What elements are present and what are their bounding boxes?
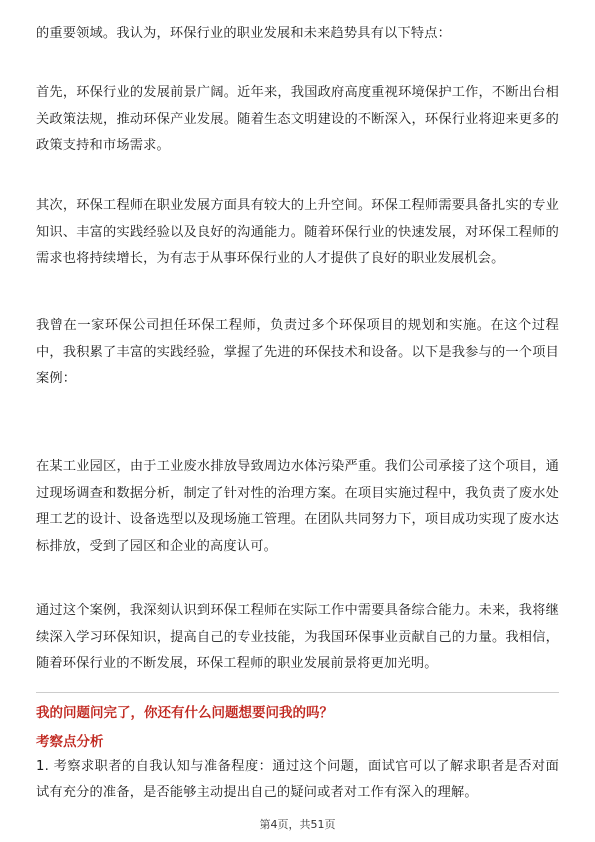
interview-question: 我的问题问完了，你还有什么问题想要问我的吗？ [36, 705, 333, 721]
paragraph-intro: 的重要领域。我认为，环保行业的职业发展和未来趋势具有以下特点： [36, 26, 452, 41]
paragraph-career-growth: 其次，环保工程师在职业发展方面具有较大的上升空间。环保工程师需要具备扎实的专业知识、丰富的实践经验以及良好的沟通能力。随着环保行业的快速发展，对环保工程师的需求也将持续增长，为有志于从事环保行业的人才提供了良好的职业发展机会。 [36, 198, 559, 266]
paragraph-conclusion: 通过这个案例，我深刻认识到环保工程师在实际工作中需要具备综合能力。未来，我将继续深入学习环保知识，提高自己的专业技能，为我国环保事业贡献自己的力量。我相信，随着环保行业的不断发展，环保工程师的职业发展前景将更加光明。 [36, 603, 559, 671]
section-title-analysis: 考察点分析 [36, 734, 104, 750]
section-divider [36, 692, 559, 693]
paragraph-project-case: 在某工业园区，由于工业废水排放导致周边水体污染严重。我们公司承接了这个项目，通过现场调查和数据分析，制定了针对性的治理方案。在项目实施过程中，我负责了废水处理工艺的设计、设备选型以及现场施工管理。在团队共同努力下，项目成功实现了废水达标排放，受到了园区和企业的高度认可。 [36, 459, 559, 554]
paragraph-outlook: 首先，环保行业的发展前景广阔。近年来，我国政府高度重视环境保护工作，不断出台相关政策法规，推动环保产业发展。随着生态文明建设的不断深入，环保行业将迎来更多的政策支持和市场需求。 [36, 85, 559, 153]
analysis-item: 1. 考察求职者的自我认知与准备程度：通过这个问题，面试官可以了解求职者是否对面试有充分的准备，是否能够主动提出自己的疑问或者对工作有深入的理解。 [36, 759, 559, 800]
paragraph-experience: 我曾在一家环保公司担任环保工程师，负责过多个环保项目的规划和实施。在这个过程中，我积累了丰富的实践经验，掌握了先进的环保技术和设备。以下是我参与的一个项目案例： [36, 318, 559, 386]
page-footer: 第4页，共51页 [259, 818, 336, 831]
